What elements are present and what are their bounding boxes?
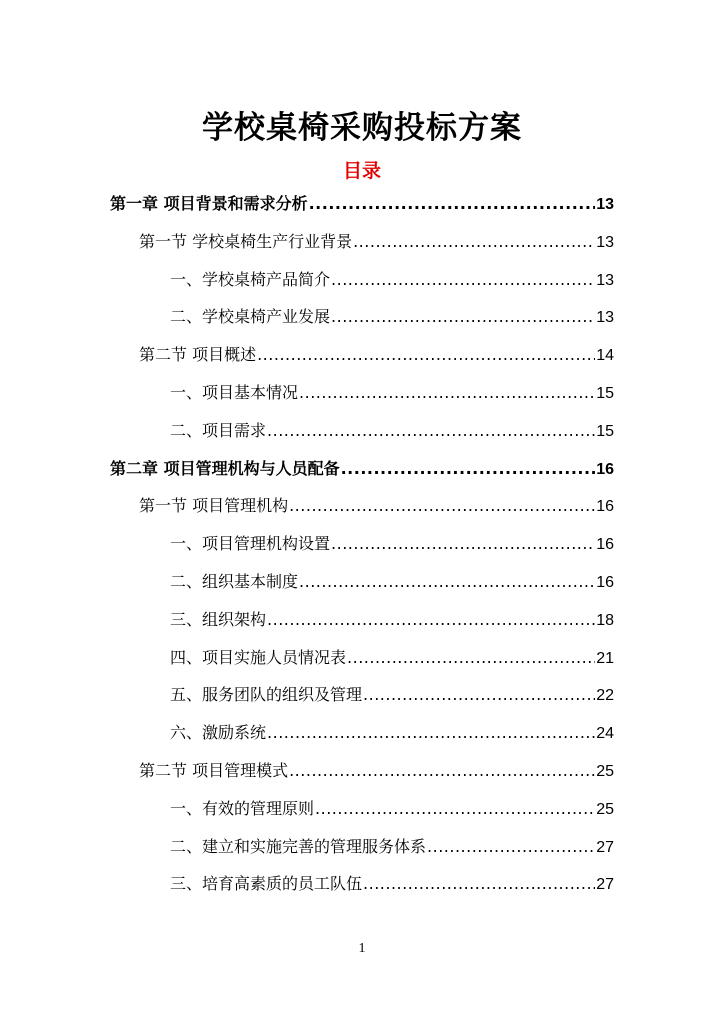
toc-leader-dots <box>363 869 595 899</box>
toc-entry[interactable] <box>170 529 614 559</box>
toc-entry[interactable] <box>139 227 614 257</box>
toc-entry-page: 27 <box>596 839 614 856</box>
toc-entry-title: 三、培育高素质的员工队伍 <box>170 874 363 893</box>
toc-entry-page: 15 <box>596 423 614 440</box>
toc-entry-title: 四、项目实施人员情况表 <box>170 648 347 667</box>
toc-entry-title: 三、组织架构 <box>170 610 267 629</box>
toc-leader-dots <box>315 794 595 824</box>
toc-entry-title: 第一章 项目背景和需求分析 <box>110 194 308 213</box>
toc-leader-dots <box>347 643 595 673</box>
toc-entry-page: 22 <box>596 687 614 704</box>
toc-entry-page: 15 <box>596 385 614 402</box>
toc-leader-dots <box>267 416 595 446</box>
toc-entry-page: 14 <box>596 347 614 364</box>
toc-entry-title: 一、学校桌椅产品简介 <box>170 270 331 289</box>
toc-leader-dots <box>331 529 595 559</box>
toc-entry[interactable] <box>139 340 614 370</box>
toc-entry-title: 六、激励系统 <box>170 723 267 742</box>
toc-entry-page: 16 <box>596 536 614 553</box>
toc-entry[interactable] <box>170 680 614 710</box>
toc-leader-dots <box>257 340 595 370</box>
toc-leader-dots <box>299 567 595 597</box>
toc-entry-page: 18 <box>596 612 614 629</box>
toc-leader-dots <box>267 605 595 635</box>
toc-leader-dots <box>331 302 595 332</box>
toc-entry[interactable] <box>110 454 614 484</box>
toc-entry-page: 13 <box>596 272 614 289</box>
toc-leader-dots <box>363 680 595 710</box>
toc-entry-page: 13 <box>596 309 614 326</box>
page-number: 1 <box>358 941 366 956</box>
toc-entry-title: 五、服务团队的组织及管理 <box>170 685 363 704</box>
toc-entry-page: 16 <box>596 461 614 478</box>
toc-entry-page: 25 <box>596 801 614 818</box>
toc-entry-title: 第二章 项目管理机构与人员配备 <box>110 459 340 478</box>
toc-leader-dots <box>299 378 595 408</box>
toc-entry[interactable] <box>170 794 614 824</box>
toc-entry-title: 一、有效的管理原则 <box>170 799 315 818</box>
toc-entry-page: 16 <box>596 574 614 591</box>
toc-entry[interactable] <box>170 643 614 673</box>
toc-entry-page: 13 <box>596 234 614 251</box>
toc-entry-title: 第一节 学校桌椅生产行业背景 <box>139 232 353 251</box>
toc-entry-title: 二、项目需求 <box>170 421 267 440</box>
toc-entry-title: 二、建立和实施完善的管理服务体系 <box>170 837 427 856</box>
toc-leader-dots <box>309 189 596 219</box>
toc-entry[interactable] <box>170 869 614 899</box>
toc-leader-dots <box>289 756 595 786</box>
toc-entry-page: 16 <box>596 498 614 515</box>
toc-leader-dots <box>353 227 595 257</box>
toc-entry-title: 第二节 项目概述 <box>139 345 257 364</box>
toc-entry-page: 13 <box>596 196 614 213</box>
toc-entry-title: 二、组织基本制度 <box>170 572 299 591</box>
toc-entry-title: 二、学校桌椅产业发展 <box>170 307 331 326</box>
toc-entry[interactable] <box>139 491 614 521</box>
toc-entry-title: 一、项目管理机构设置 <box>170 534 331 553</box>
toc-entry-title: 一、项目基本情况 <box>170 383 299 402</box>
toc-entry-page: 27 <box>596 876 614 893</box>
toc-entry[interactable] <box>170 832 614 862</box>
toc-entry-page: 25 <box>596 763 614 780</box>
toc-entry[interactable] <box>170 718 614 748</box>
toc-heading: 目录 <box>342 160 381 182</box>
toc-entry[interactable] <box>170 605 614 635</box>
toc-leader-dots <box>427 832 595 862</box>
toc-leader-dots <box>331 265 595 295</box>
toc-leader-dots <box>341 454 596 484</box>
toc-entry-page: 21 <box>596 650 614 667</box>
toc-entry[interactable] <box>170 416 614 446</box>
toc-leader-dots <box>267 718 595 748</box>
toc-entry-title: 第二节 项目管理模式 <box>139 761 289 780</box>
toc-entry-title: 第一节 项目管理机构 <box>139 496 289 515</box>
toc-entry[interactable] <box>170 567 614 597</box>
toc-entry[interactable] <box>170 302 614 332</box>
toc-entry-page: 24 <box>596 725 614 742</box>
toc-leader-dots <box>289 491 595 521</box>
toc-entry[interactable] <box>170 265 614 295</box>
toc-entry[interactable] <box>110 189 614 219</box>
document-title: 学校桌椅采购投标方案 <box>202 110 522 146</box>
toc-entry[interactable] <box>139 756 614 786</box>
toc-entry[interactable] <box>170 378 614 408</box>
